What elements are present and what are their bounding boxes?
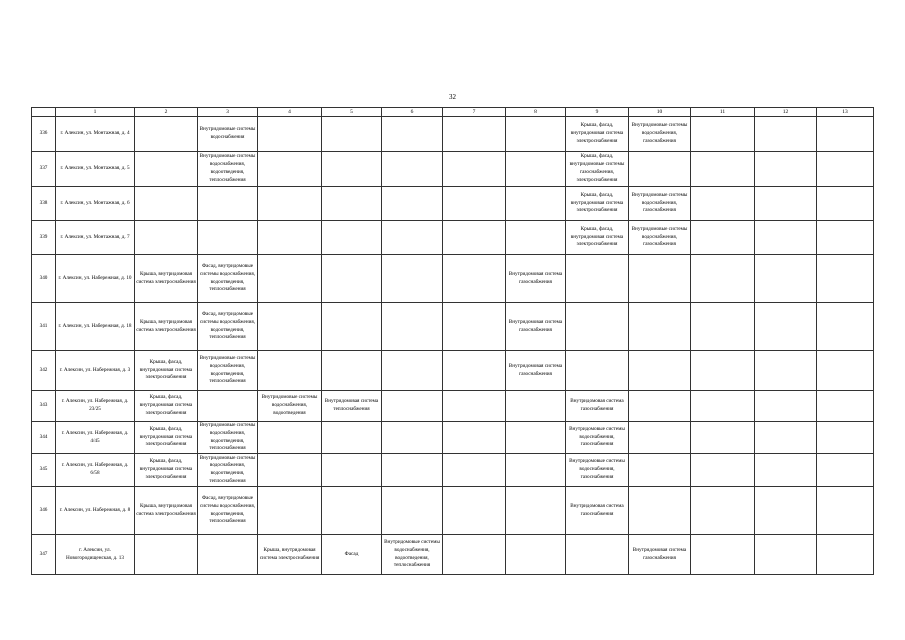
works-table [31,107,874,575]
work-cell [755,535,817,575]
address-cell: г. Алексин, ул. Набережная, д. 10 [56,255,135,303]
work-cell [258,187,322,221]
work-cell [755,255,817,303]
work-cell [258,152,322,187]
work-cell [198,187,258,221]
work-cell [443,391,506,422]
table-row [32,351,874,391]
work-cell [629,422,691,454]
work-cell [755,351,817,391]
work-cell [629,487,691,535]
work-cell: Крыша, фасад, внутридомовая система электроснабжения [566,187,629,221]
work-cell [755,422,817,454]
row-number: 337 [32,152,56,187]
work-cell [443,487,506,535]
work-cell: Крыша, фасад, внутридомовая система электроснабжения [135,422,198,454]
work-cell [443,351,506,391]
column-header: 4 [258,108,322,117]
work-cell [691,187,755,221]
work-cell: Внутридомовые системы водоснабжения, водоотведения, теплоснабжения [198,351,258,391]
table-row [32,187,874,221]
work-cell [817,391,874,422]
work-cell [817,255,874,303]
work-cell [258,303,322,351]
work-cell [322,255,382,303]
table-row [32,255,874,303]
work-cell [198,391,258,422]
work-cell: Фасад [322,535,382,575]
work-cell: Внутридомовые системы водоснабжения, водоотведения [258,391,322,422]
work-cell [382,221,443,255]
work-cell [506,487,566,535]
table-row [32,422,874,454]
work-cell: Внутридомовые системы водоснабжения, газоснабжения [629,187,691,221]
address-cell: г. Алексин, ул. Набережная, д. 4/45 [56,422,135,454]
work-cell [817,535,874,575]
work-cell [443,454,506,487]
work-cell: Крыша, фасад, внутридомовые системы газоснабжения, электроснабжения [566,152,629,187]
work-cell [566,303,629,351]
column-header: 13 [817,108,874,117]
work-cell [629,255,691,303]
work-cell: Крыша, фасад, внутридомовая система электроснабжения [566,117,629,152]
work-cell: Внутридомовая система газоснабжения [566,487,629,535]
address-cell: г. Алексин, ул. Монтажная, д. 6 [56,187,135,221]
row-number: 346 [32,487,56,535]
table-row [32,391,874,422]
address-cell: г. Алексин, ул. Набережная, д. 18 [56,303,135,351]
work-cell: Внутридомовые системы водоснабжения, водоотведения, теплоснабжения [198,152,258,187]
row-number: 341 [32,303,56,351]
work-cell [322,454,382,487]
work-cell: Внутридомовые системы водоснабжения, газоснабжения [566,422,629,454]
work-cell [755,303,817,351]
column-header: 6 [382,108,443,117]
work-cell [755,454,817,487]
work-cell [443,422,506,454]
address-cell: г. Алексин, ул. Монтажная, д. 7 [56,221,135,255]
work-cell [443,535,506,575]
work-cell [506,422,566,454]
work-cell [755,487,817,535]
work-cell [691,487,755,535]
work-cell: Крыша, фасад, внутридомовая система электроснабжения [135,351,198,391]
table-row [32,117,874,152]
work-cell: Крыша, фасад, внутридомовая система электроснабжения [135,454,198,487]
work-cell: Крыша, фасад, внутридомовая система электроснабжения [135,391,198,422]
work-cell: Внутридомовые системы водоснабжения, водоотведения, теплоснабжения [198,422,258,454]
work-cell: Внутридомовые системы водоснабжения, газоснабжения [629,117,691,152]
work-cell [817,117,874,152]
column-header: 9 [566,108,629,117]
work-cell [322,351,382,391]
work-cell [135,187,198,221]
work-cell [258,454,322,487]
work-cell: Крыша, внутридомовая система электроснабжения [135,303,198,351]
table-body [32,108,874,575]
work-cell [817,454,874,487]
work-cell [443,187,506,221]
work-cell [258,117,322,152]
work-cell [443,117,506,152]
column-header: 11 [691,108,755,117]
row-number: 345 [32,454,56,487]
work-cell [691,391,755,422]
work-cell [443,221,506,255]
column-header: 3 [198,108,258,117]
row-number: 343 [32,391,56,422]
row-number: 336 [32,117,56,152]
work-cell [755,221,817,255]
work-cell: Внутридомовые системы водоснабжения, газоснабжения [566,454,629,487]
work-cell [135,152,198,187]
work-cell: Крыша, внутридомовая система электроснабжения [258,535,322,575]
work-cell: Фасад, внутридомовые системы водоснабжения, водоотведения, теплоснабжения [198,255,258,303]
work-cell: Внутридомовая система газоснабжения [506,351,566,391]
work-cell [135,535,198,575]
work-cell: Фасад, внутридомовые системы водоснабжения, водоотведения, теплоснабжения [198,303,258,351]
work-cell [443,152,506,187]
work-cell: Внутридомовая система газоснабжения [506,255,566,303]
work-cell [135,117,198,152]
row-number: 342 [32,351,56,391]
work-cell: Внутридомовая система газоснабжения [566,391,629,422]
work-cell [691,351,755,391]
work-cell [691,152,755,187]
column-header: 7 [443,108,506,117]
work-cell [691,117,755,152]
work-cell [322,487,382,535]
work-cell [382,454,443,487]
work-cell [506,187,566,221]
work-cell [566,535,629,575]
work-cell [258,255,322,303]
row-number: 338 [32,187,56,221]
work-cell [322,422,382,454]
address-cell: г. Алексин, ул. Набережная, д. 23/25 [56,391,135,422]
work-cell [258,422,322,454]
work-cell [817,303,874,351]
work-cell [691,255,755,303]
column-header: 2 [135,108,198,117]
work-cell [629,351,691,391]
address-cell: г. Алексин, ул. Набережная, д. 3 [56,351,135,391]
work-cell: Крыша, фасад, внутридомовая система электроснабжения [566,221,629,255]
address-cell: г. Алексин, ул. Монтажная, д. 5 [56,152,135,187]
work-cell [691,454,755,487]
work-cell [382,487,443,535]
work-cell [629,152,691,187]
table-row [32,303,874,351]
work-cell [382,117,443,152]
table-row [32,454,874,487]
address-cell: г. Алексин, ул. Набережная, д. 6/58 [56,454,135,487]
work-cell [506,535,566,575]
work-cell [817,221,874,255]
work-cell [382,255,443,303]
work-cell [322,221,382,255]
address-cell: г. Алексин, ул. Новогородищенская, д. 13 [56,535,135,575]
work-cell [258,487,322,535]
work-cell [506,221,566,255]
column-header-row [32,108,874,117]
work-cell [322,117,382,152]
work-cell [258,221,322,255]
work-cell [322,187,382,221]
work-cell: Внутридомовые системы водоснабжения [198,117,258,152]
work-cell [755,187,817,221]
work-cell [506,454,566,487]
work-cell: Внутридомовые системы водоснабжения, водоотведения, теплоснабжения [382,535,443,575]
work-cell: Внутридомовая система газоснабжения [629,535,691,575]
work-cell [817,422,874,454]
work-cell [566,255,629,303]
column-header: 8 [506,108,566,117]
work-cell [382,152,443,187]
work-cell [817,152,874,187]
work-cell [443,255,506,303]
work-cell [382,391,443,422]
work-cell [755,152,817,187]
work-cell [198,535,258,575]
work-cell [382,422,443,454]
column-header: 1 [56,108,135,117]
column-header: 12 [755,108,817,117]
work-cell [506,391,566,422]
work-cell [755,391,817,422]
work-cell [755,117,817,152]
work-cell: Крыша, внутридомовая система электроснабжения [135,255,198,303]
work-cell [691,422,755,454]
work-cell [629,303,691,351]
work-cell [382,187,443,221]
work-cell [258,351,322,391]
work-cell [506,152,566,187]
row-number: 344 [32,422,56,454]
work-cell [629,454,691,487]
work-cell [691,535,755,575]
work-cell: Крыша, внутридомовая система электроснабжения [135,487,198,535]
work-cell [691,303,755,351]
work-cell [198,221,258,255]
table-row [32,221,874,255]
column-header: 5 [322,108,382,117]
page-number: 32 [449,93,456,101]
work-cell [135,221,198,255]
work-cell: Внутридомовая система газоснабжения [506,303,566,351]
work-cell: Внутридомовые системы водоснабжения, газоснабжения [629,221,691,255]
row-number: 347 [32,535,56,575]
work-cell [817,487,874,535]
work-cell [322,303,382,351]
work-cell [382,303,443,351]
work-cell: Внутридомовая система теплоснабжения [322,391,382,422]
row-number: 339 [32,221,56,255]
work-cell [817,187,874,221]
work-cell [817,351,874,391]
work-cell [566,351,629,391]
work-cell: Фасад, внутридомовые системы водоснабжения, водоотведения, теплоснабжения [198,487,258,535]
row-number: 340 [32,255,56,303]
address-cell: г. Алексин, ул. Набережная, д. 8 [56,487,135,535]
work-cell [382,351,443,391]
work-cell [691,221,755,255]
work-cell [443,303,506,351]
address-cell: г. Алексин, ул. Монтажная, д. 4 [56,117,135,152]
work-cell: Внутридомовые системы водоснабжения, водоотведения, теплоснабжения [198,454,258,487]
work-cell [506,117,566,152]
column-header: 10 [629,108,691,117]
table-row [32,152,874,187]
table-row [32,487,874,535]
work-cell [322,152,382,187]
table-row [32,535,874,575]
work-cell [629,391,691,422]
